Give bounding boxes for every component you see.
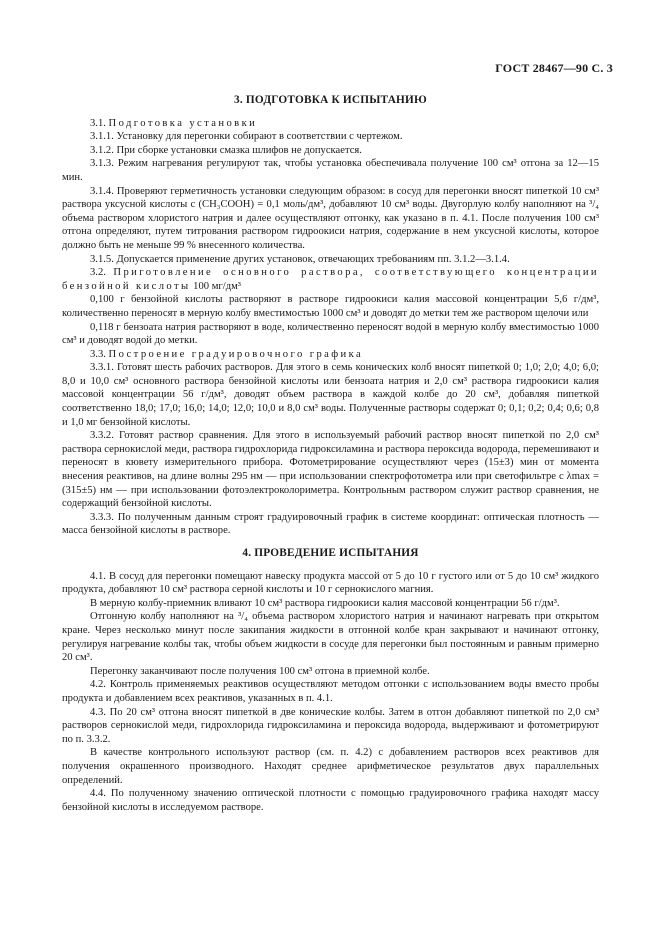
clause-3-1-3: 3.1.3. Режим нагревания регулируют так, чтобы установка обеспечивала получение 100 см³ отгона за 12—15 мин. — [62, 158, 599, 183]
clause-3-1-title: Подготовка установки — [108, 117, 258, 129]
clause-3-1-2: 3.1.2. При сборке установки смазка шлифов не допускается. — [90, 144, 362, 156]
document-body — [62, 92, 599, 814]
clause-3-1-1: 3.1.1. Установку для перегонки собирают в соответствии с чертежом. — [90, 131, 403, 143]
clause-4-2: 4.2. Контроль применяемых реактивов осуществляют методом отгонки с использованием воды вместо пробы продукта и добавлением всех реактивов, указанных в п. 4.1. — [62, 679, 599, 704]
clause-3-3-title: Построение градуировочного графика — [108, 348, 364, 360]
clause-3-2 — [62, 266, 599, 293]
clause-3-1 — [62, 117, 599, 131]
clause-3-3 — [62, 348, 599, 362]
page-header: ГОСТ 28467—90 С. 3 — [495, 61, 613, 75]
clause-4-1-end: Перегонку заканчивают после получения 100 см³ отгона в приемной колбе. — [90, 665, 430, 677]
clause-4-1-receiver: В мерную колбу-приемник вливают 10 см³ раствора гидроокиси калия массовой концентрации 56 г/дм³. — [90, 597, 560, 609]
section-3-heading: 3. ПОДГОТОВКА К ИСПЫТАНИЮ — [234, 94, 427, 106]
clause-3-3-3: 3.3.3. По полученным данным строят градуировочный график в системе координат: оптическая плотность — масса бензойной кислоты в растворе. — [62, 511, 599, 537]
clause-4-3: 4.3. По 20 см³ отгона вносят пипеткой в две конические колбы. Затем в отгон добавляют пипеткой по 2,0 см³ растворов сернокислой меди, гидрохлорида гидроксиламина и пероксида водорода, выдерживают и фотометрируют по п. 3.3.2. — [62, 706, 599, 745]
clause-3-3-2: 3.3.2. Готовят раствор сравнения. Для этого в используемый рабочий раствор вносят пипеткой по 2,0 см³ раствора сернокислой меди, раствора гидрохлорида гидроксиламина и раствора пероксида водорода, перемешивают и переносят в кювету измерительного прибора. Фотометрирование осуществляют через (15±3) мин от момента внесения реактивов, на длине волны 295 нм — при использовании спектрофотометра или при светофильтре с λmax = (315±5) нм — при использовании фотоэлектроколориметра. Контрольным раствором служит раствор сравнения, не содержащий бензойной кислоты. — [62, 430, 599, 510]
clause-3-1-number: 3.1. — [90, 117, 106, 129]
clause-3-3-number: 3.3. — [90, 348, 106, 360]
clause-4-3-control: В качестве контрольного используют раствор (см. п. 4.2) с добавлением растворов всех реактивов для получения окрашенного производного. Находят среднее арифметическое результатов двух параллельных определений. — [62, 747, 599, 786]
clause-3-2-concentration: 100 мг/дм³ — [193, 280, 241, 292]
section-4-heading: 4. ПРОВЕДЕНИЕ ИСПЫТАНИЯ — [242, 547, 419, 559]
clause-3-2-title: Приготовление основного раствора, соответствующего концентрации бензойной кислоты — [62, 267, 600, 292]
clause-4-1: 4.1. В сосуд для перегонки помещают навеску продукта массой от 5 до 10 г густого или от 5 до 10 см³ жидкого продукта, добавляют 10 см³ раствора серной кислоты и 10 г сернокислого магния. — [62, 570, 599, 596]
clause-3-1-5: 3.1.5. Допускается применение других установок, отвечающих требованиям пп. 3.1.2—3.1.4. — [90, 253, 510, 265]
clause-4-4: 4.4. По полученному значению оптической плотности с помощью градуировочного графика находят массу бензойной кислоты в исследуемом растворе. — [62, 788, 599, 813]
clause-3-1-4: 3.1.4. Проверяют герметичность установки следующим образом: в сосуд для перегонки вносят пипеткой 10 см³ раствора уксусной кислоты с (CH₃COOH) = 0,1 моль/дм³, добавляют 10 см³ воды. Двугорлую колбу наполняют на ³/₄ объема раствором хлористого натрия и далее осуществляют отгонку, как указано в п. 4.1. После получения 100 см³ отгона определяют, путем титрования раствором гидроокиси натрия, содержание в нем уксусной кислоты, которое должно быть не меньше 99 % внесенного количества. — [62, 185, 599, 251]
clause-3-2-number: 3.2. — [90, 267, 106, 279]
clause-4-1-distillation: Отгонную колбу наполняют на ³/₄ объема раствором хлористого натрия и начинают нагревать при открытом кране. Через несколько минут после закипания жидкости в отгонной колбе кран закрывают и начинают отгонку, регулируя нагревание колбы так, чтобы объем жидкости в сосуде для перегонки был постоянным и равным примерно 20 см³. — [62, 611, 599, 664]
clause-3-2-part-a: 0,100 г бензойной кислоты растворяют в растворе гидроокиси калия массовой концентрации 5,6 г/дм³, количественно переносят в мерную колбу вместимостью 1000 см³ и доводят до метки тем же раствором щелочи или — [62, 294, 599, 319]
clause-3-3-1: 3.3.1. Готовят шесть рабочих растворов. Для этого в семь конических колб вносят пипеткой 0; 1,0; 2,0; 4,0; 6,0; 8,0 и 10,0 см³ основного раствора бензойной кислоты или бензоата натрия и 2,0 см³ раствора гидроокиси калия массовой концентрации 56 г/дм³, доводят объем раствора в каждой колбе до 20 см³, добавляя пипеткой соответственно 18,0; 17,0; 16,0; 14,0; 12,0; 10,0 и 8,0 см³ воды. Полученные растворы содержат 0; 0,1; 0,2; 0,4; 0,6; 0,8 и 1,0 мг бензойной кислоты. — [62, 362, 599, 428]
clause-3-2-part-b: 0,118 г бензоата натрия растворяют в воде, количественно переносят водой в мерную колбу вместимостью 1000 см³ и доводят водой до метки. — [62, 321, 599, 347]
